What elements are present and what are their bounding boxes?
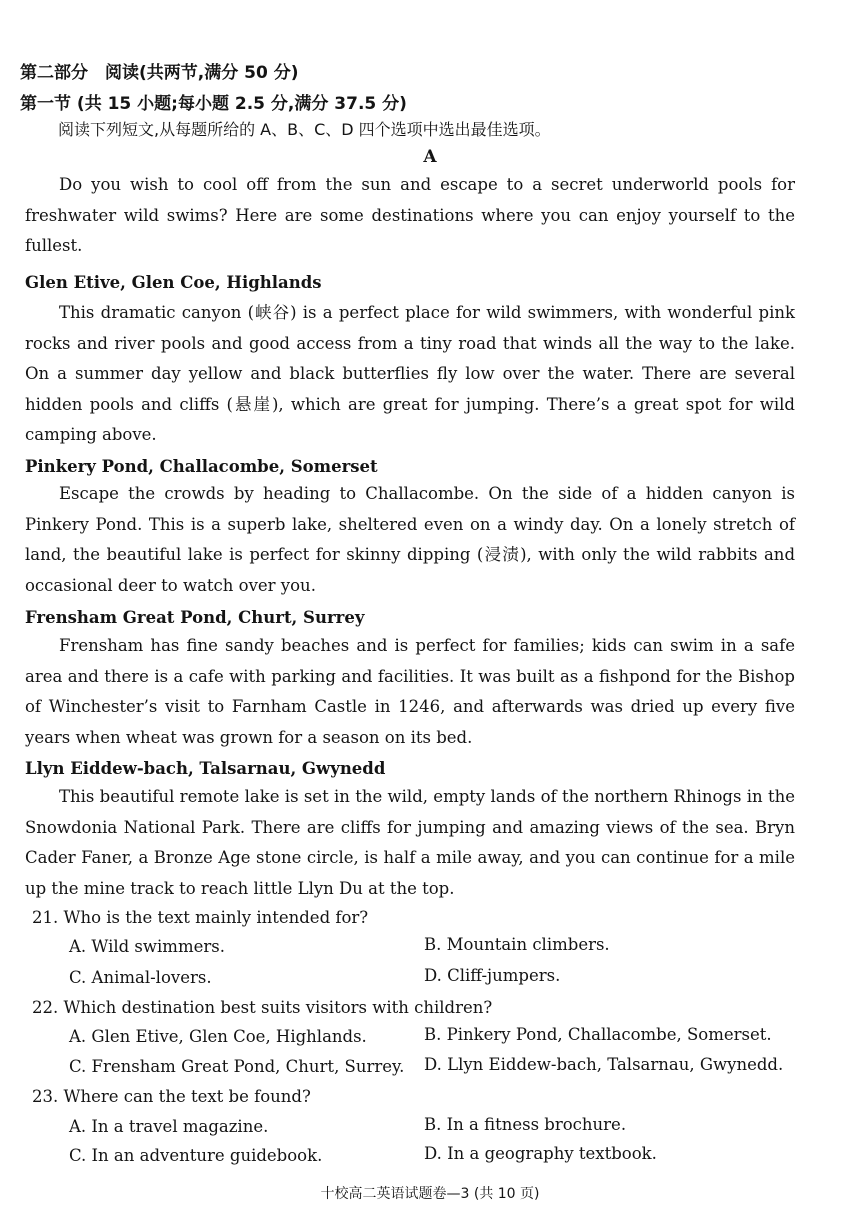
- destination-paragraph: [25, 782, 795, 904]
- destination-title: Pinkery Pond, Challacombe, Somerset: [25, 457, 378, 476]
- passage-intro: [25, 170, 795, 262]
- destination-text: This dramatic canyon (峡谷) is a perfect place for wild swimmers, with wonderful pink rocks and river pools and good access from a tiny road that winds all the way to the lake. On a summer day yellow and black butterflies fly low over the water. There are several hidden pools and cliffs (悬崖), which are great for jumping. There’s a great spot for wild camping above.: [25, 303, 795, 445]
- question-stem: 23. Where can the text be found?: [32, 1087, 311, 1106]
- destination-text: Frensham has fine sandy beaches and is perfect for families; kids can swim in a safe area and there is a cafe with parking and facilities. It was built as a fishpond for the Bishop of Winchester’s visit to Farnham Castle in 1246, and afterwards was dried up every five years when wheat was grown for a season on its bed.: [25, 636, 795, 747]
- option-a: A. Wild swimmers.: [69, 937, 225, 956]
- option-d: D. In a geography textbook.: [424, 1144, 657, 1163]
- intro-text: Do you wish to cool off from the sun and escape to a secret underworld pools for freshwater wild swims? Here are some destinations where you can enjoy yourself to the fullest.: [25, 175, 795, 256]
- passage-letter: A: [423, 147, 437, 167]
- destination-title: Llyn Eiddew-bach, Talsarnau, Gwynedd: [25, 759, 386, 778]
- option-c: C. Frensham Great Pond, Churt, Surrey.: [69, 1057, 405, 1076]
- option-d: D. Cliff-jumpers.: [424, 966, 561, 985]
- option-a: A. Glen Etive, Glen Coe, Highlands.: [69, 1027, 367, 1046]
- question-stem: 21. Who is the text mainly intended for?: [32, 908, 369, 927]
- destination-paragraph: [25, 479, 795, 601]
- instructions: 阅读下列短文,从每题所给的 A、B、C、D 四个选项中选出最佳选项。: [58, 120, 551, 139]
- option-d: D. Llyn Eiddew-bach, Talsarnau, Gwynedd.: [424, 1055, 784, 1074]
- option-a: A. In a travel magazine.: [69, 1117, 269, 1136]
- destination-title: Glen Etive, Glen Coe, Highlands: [25, 273, 322, 292]
- destination-text: Escape the crowds by heading to Challacombe. On the side of a hidden canyon is Pinkery Pond. This is a superb lake, sheltered even on a windy day. On a lonely stretch of land, the beautiful lake is perfect for skinny dipping (浸渍), with only the wild rabbits and occasional deer to watch over you.: [25, 484, 795, 595]
- destination-paragraph: [25, 631, 795, 753]
- destination-text: This beautiful remote lake is set in the wild, empty lands of the northern Rhinogs in the Snowdonia National Park. There are cliffs for jumping and amazing views of the sea. Bryn Cader Faner, a Bronze Age stone circle, is half a mile away, and you can continue for a mile up the mine track to reach little Llyn Du at the top.: [25, 787, 795, 898]
- option-b: B. In a fitness brochure.: [424, 1115, 627, 1134]
- destination-title: Frensham Great Pond, Churt, Surrey: [25, 608, 365, 627]
- destination-paragraph: [25, 298, 795, 451]
- page-footer: 十校高二英语试题卷—3 (共 10 页): [320, 1186, 540, 1202]
- question-stem: 22. Which destination best suits visitors with children?: [32, 998, 493, 1017]
- option-b: B. Pinkery Pond, Challacombe, Somerset.: [424, 1025, 772, 1044]
- option-b: B. Mountain climbers.: [424, 935, 610, 954]
- section-title: 第一节 (共 15 小题;每小题 2.5 分,满分 37.5 分): [20, 94, 407, 114]
- part-title: 第二部分 阅读(共两节,满分 50 分): [20, 63, 299, 83]
- option-c: C. Animal-lovers.: [69, 968, 212, 987]
- option-c: C. In an adventure guidebook.: [69, 1146, 323, 1165]
